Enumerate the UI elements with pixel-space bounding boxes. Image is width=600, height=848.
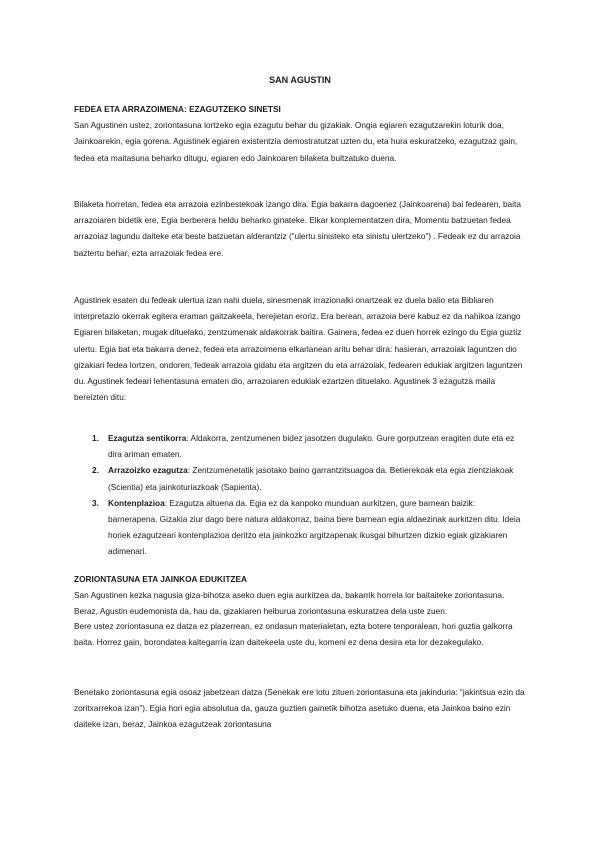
list-text: : Ezagutza altuena da. Egia ez da kanpoko munduan aurkitzen, gure barnean baizik: barnerapena. Gizakia ziur dago bere natura aldakorraz, baina bere barnean egia aldaezinak aurkitzen ditu. Ideia horiek ezagutzeari kontenplazioa deritzo eta jainkozko argitzapenak ikusgai bihurtzen dizkio egiak gizakiaren adimenari. bbox=[108, 497, 521, 557]
list-term: Ezagutza sentikorra bbox=[108, 433, 187, 443]
list-number: 2. bbox=[92, 465, 99, 476]
list-term: Arrazoizko ezagutza bbox=[108, 465, 188, 476]
paragraph-block bbox=[74, 618, 526, 650]
paragraph: San Agustinen ustez, zoriontasuna lortzeko egia ezagutu behar du gizakiak. Ongia egiaren ezagutzarekin loturik doa, Jainkoarekin, egia gorena. Agustinek egiaren existentzia demostratutzat uzten du, eta hura eskuratzeko, ezagutzaz gain, fedea eta maitasuna beharko ditugu, egiaren edo Jainkoaren bilaketa bultzatuko duena. bbox=[74, 120, 518, 163]
paragraph-block bbox=[74, 196, 526, 261]
list-number: 3. bbox=[92, 497, 99, 508]
paragraph: Agustinek esaten du fedeak ulertua izan nahi duela, sinesmenak irrazionalki onartzeak ez duela balio eta Bibliaren interpretazio okerrak egitera eraman gaitzakeela, herejietan eroriz. Era berean, arrazoia bere kabuz ez da nahikoa izango Egiaren bilaketan, mugak dituelako, zentzumenak aldakorrak baitira. Gainera, fedea ez duen horrek ezingo du Egia guztiz ulertu. Egia bat eta bakarra denez, fedea eta arrazoimena elkarlanean aritu behar dira: hasieran, arrazoiak laguntzen dio gizakiari fedea lortzen, ondoren, fedeak arrazoia gidatu eta argitzen du eta arrazoiak, fedearen edukiak argitzen laguntzen du. Agustinek fedeari lehentasuna ematen dio, arrazoiaren edukiak ezartzen dituelako. Agustinek 3 ezagutza maila bereizten ditu: bbox=[74, 295, 523, 403]
list-item bbox=[74, 430, 526, 462]
list-item bbox=[74, 462, 526, 494]
page-title: SAN AGUSTIN bbox=[269, 75, 331, 85]
paragraph-block bbox=[74, 684, 526, 733]
paragraph-block bbox=[74, 292, 526, 405]
paragraph: Benetako zoriontasuna egia osoaz jabetzean datza (Senekak ere lotu zituen zoriontasuna eta jakinduria: “jakintsua ezin da zoritxarrekoa izan”). Egia hori egia absolutua da, gauza guztien gainetik bihotza asetuko duena, eta Jainkoa baino ezin daiteke izan, beraz, Jainkoa ezagutzeak zoriontasuna bbox=[74, 687, 525, 730]
list-text: : Zentzumenetatik jasotako baino garrantzitsuagoa da. Betierekoak eta egia zientziakoak (Scientia) eta jainkoturiazkoak (Sapienta). bbox=[108, 465, 514, 492]
knowledge-levels-list bbox=[74, 430, 526, 560]
section-heading: FEDEA ETA ARRAZOIMENA: EZAGUTZEKO SINETSI bbox=[74, 104, 281, 114]
section-happiness-god bbox=[74, 571, 526, 620]
paragraph: Bere ustez zoriontasuna ez datza ez plazerrean, ez ondasun materialetan, ezta botere tenporalean, hori guztia galkorra baita. Horrez gain, borondatea kaltegarria izan daitekeela uste du, komeni ez dena desira eta lor dezakegulako. bbox=[74, 621, 513, 648]
section-faith-reason bbox=[74, 101, 526, 166]
list-item bbox=[74, 495, 526, 560]
list-number: 1. bbox=[92, 433, 99, 443]
paragraph: San Agustinen kezka nagusia giza-bihotza aseko duen egia aurkitzea da, bakarrik horrela lor baitaiteke zoriontasuna. Beraz, Agustin eudemonista da, hau da, gizakiaren helburua zoriontasuna eskuratzea dela uste zuen. bbox=[74, 590, 505, 617]
paragraph: Bilaketa horretan, fedea eta arrazoia ezinbestekoak izango dira. Egia bakarra dagoenez (Jainkoarena) bai fedearen, baita arrazoiaren bidetik ere, Egia berberera heldu beharko ginateke. Elkar konplementatzen dira, Momentu batzuetan fedea arrazoiaz lagundu daiteke eta beste batzuetan alderantziz (“ulertu sinisteko eta sinistu ulertzeko”) . Fedeak ez du arrazoia baztertu behar, ezta arrazoiak fedea ere. bbox=[74, 199, 521, 258]
list-term: Kontenplazioa bbox=[108, 497, 165, 508]
section-heading: ZORIONTASUNA ETA JAINKOA EDUKITZEA bbox=[74, 574, 248, 584]
list-text: : Aldakorra, zentzumenen bidez jasotzen dugulako. Gure gorputzean eragiten dute eta ez dira ariman ematen. bbox=[108, 433, 515, 460]
